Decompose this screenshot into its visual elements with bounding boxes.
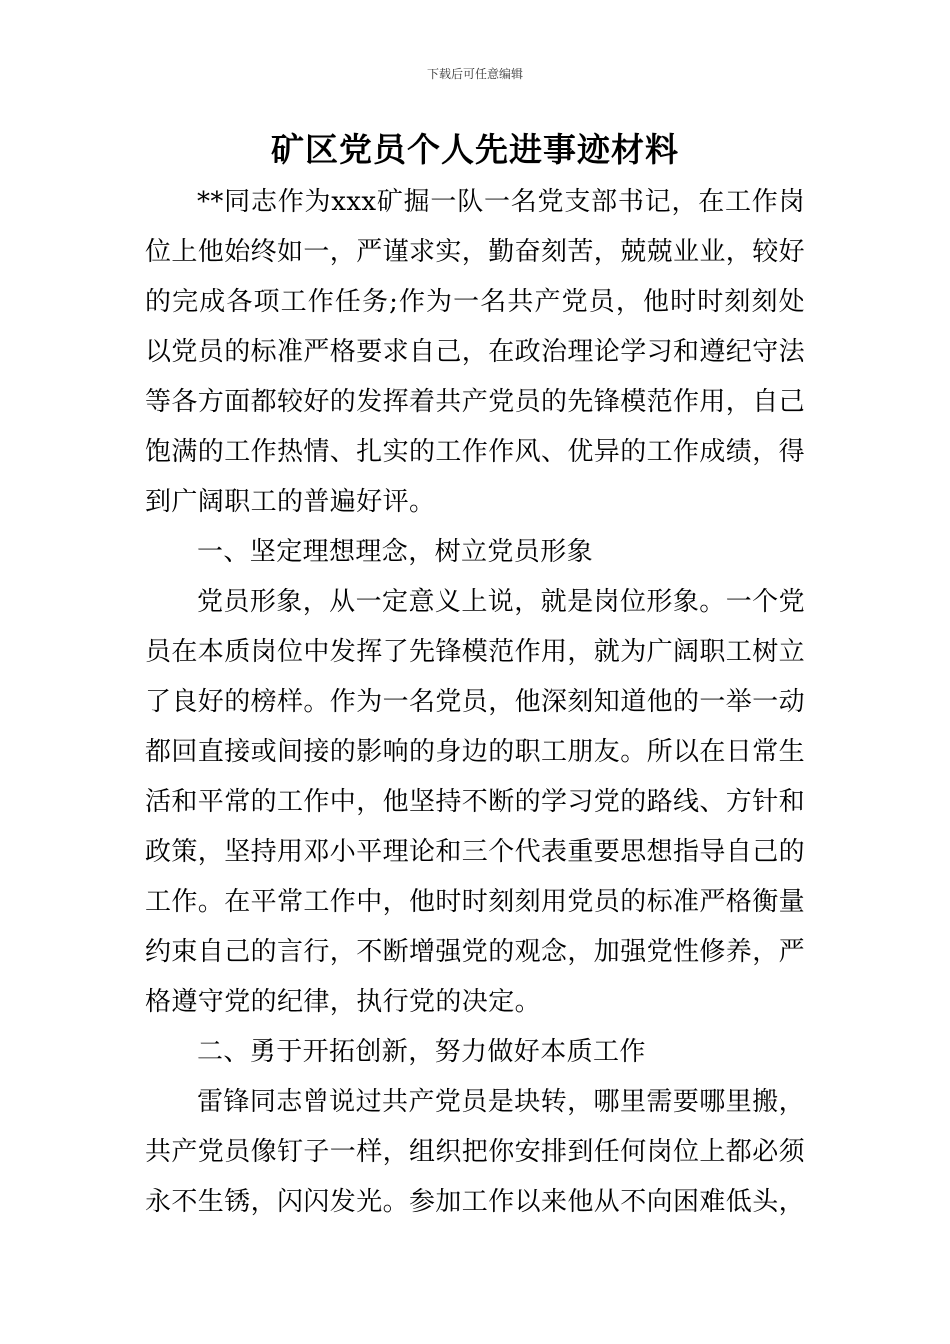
section-1-paragraph: 党员形象，从一定意义上说，就是岗位形象。一个党员在本质岗位中发挥了先锋模范作用，就为广阔职工树立了良好的榜样。作为一名党员，他深刻知道他的一举一动都回直接或间接的影响的身边的职工朋友。所以在日常生活和平常的工作中，他坚持不断的学习党的路线、方针和政策，坚持用邓小平理论和三个代表重要思想指导自己的工作。在平常工作中，他时时刻刻用党员的标准严格衡量约束自己的言行，不断增强党的观念，加强党性修养，严格遵守党的纪律，执行党的决定。 bbox=[145, 587, 806, 1017]
section-heading-1: 一、坚定理想理念，树立党员形象 bbox=[197, 537, 594, 567]
header-note: 下载后可任意编辑 bbox=[426, 67, 523, 81]
section-heading-2: 二、勇于开拓创新，努力做好本质工作 bbox=[197, 1037, 646, 1067]
section-2-paragraph: 雷锋同志曾说过共产党员是块转，哪里需要哪里搬，共产党员像钉子一样，组织把你安排到任何岗位上都必须永不生锈，闪闪发光。参加工作以来他从不向困难低头， bbox=[145, 1087, 806, 1217]
document-body bbox=[145, 177, 805, 1227]
intro-paragraph: **同志作为xxx矿掘一队一名党支部书记，在工作岗位上他始终如一，严谨求实，勤奋刻苦，兢兢业业，较好的完成各项工作任务;作为一名共产党员，他时时刻刻处以党员的标准严格要求自己，在政治理论学习和遵纪守法等各方面都较好的发挥着共产党员的先锋模范作用，自己饱满的工作热情、扎实的工作作风、优异的工作成绩，得到广阔职工的普遍好评。 bbox=[145, 187, 806, 517]
document-title: 矿区党员个人先进事迹材料 bbox=[271, 130, 679, 169]
